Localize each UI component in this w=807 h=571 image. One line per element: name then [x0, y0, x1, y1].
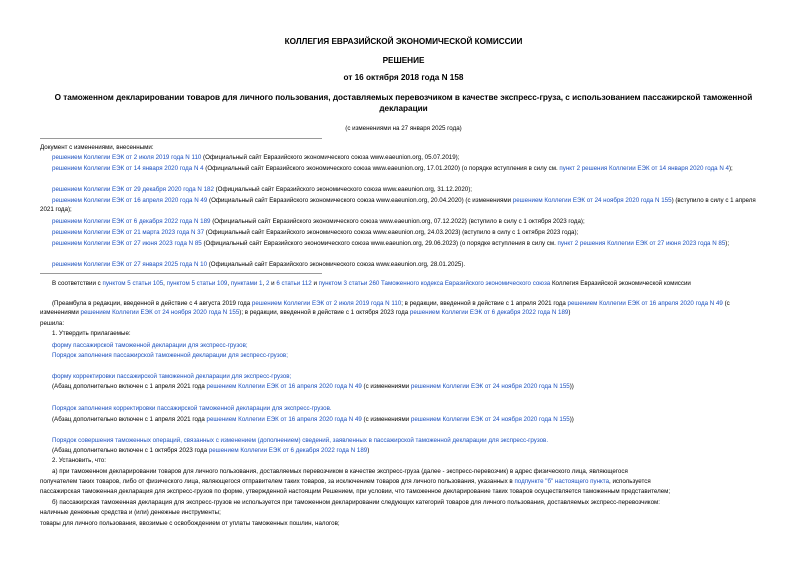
- change-link[interactable]: решением Коллегии ЕЭК от 27 января 2025 года N 10: [52, 261, 208, 268]
- text: )): [569, 383, 574, 390]
- decision-link[interactable]: решением Коллегии ЕЭК от 16 апреля 2020 года N 49: [567, 300, 723, 307]
- decision-link[interactable]: решением Коллегии ЕЭК от 24 ноября 2020 года N 155: [80, 309, 240, 317]
- text: и: [269, 280, 277, 287]
- text: и: [311, 280, 319, 287]
- text: (Абзац дополнительно включен с 1 октября 2023 года: [52, 447, 209, 454]
- change-item: [40, 164, 770, 173]
- law-link[interactable]: пунктами 1: [230, 280, 263, 287]
- text: Коллегия Евразийской экономической комиссии: [550, 280, 691, 287]
- law-link[interactable]: 2: [265, 280, 270, 287]
- text: ,: [227, 280, 231, 287]
- change-text: (Официальный сайт Евразийского экономического союза www.eaeunion.org, 05.07.2019);: [201, 154, 460, 161]
- paragraph-a-line3: пассажирская таможенная декларация для экспресс-грузов по форме, утвержденной настоящим Решением, при условии, что таможенное декларирование таких товаров осуществляется таможенным представителем;: [40, 488, 671, 495]
- change-link[interactable]: пункт 2 решения Коллегии ЕЭК от 27 июня 2023 года N 85: [557, 240, 726, 247]
- change-text: (Официальный сайт Евразийского экономического союза www.eaeunion.org, 31.12.2020);: [213, 186, 473, 193]
- text: ,: [262, 280, 266, 287]
- edition-note: (с изменениями на 27 января 2025 года): [345, 125, 462, 132]
- order-customs-operations-link[interactable]: Порядок совершения таможенных операций, связанных с изменением (дополнением) сведений, заявленных в пассажирской таможенной декларации для экспресс-грузов.: [52, 437, 549, 444]
- law-link[interactable]: пунктом 3 статьи 260 Таможенного кодекса Евразийского экономического союза: [318, 280, 551, 287]
- change-item: [52, 217, 585, 226]
- changes-intro: Документ с изменениями, внесенными:: [40, 144, 154, 151]
- preamble-edition-note: [40, 299, 770, 317]
- decision-link[interactable]: решением Коллегии ЕЭК от 24 ноября 2020 года N 155: [410, 383, 570, 390]
- paragraph-b-line3: товары для личного пользования, ввозимые с освобождением от уплаты таможенных пошлин, налогов;: [40, 520, 340, 527]
- change-text: (Официальный сайт Евразийского экономического союза www.eaeunion.org, 17.01.2020) (о порядке вступления в силу см.: [203, 165, 560, 172]
- change-text: ) (вступило в силу с 1 апреля 2021 года);: [40, 197, 756, 214]
- change-link[interactable]: решением Коллегии ЕЭК от 16 апреля 2020 года N 49: [52, 197, 208, 204]
- organization-heading: КОЛЛЕГИЯ ЕВРАЗИЙСКОЙ ЭКОНОМИЧЕСКОЙ КОМИССИИ: [284, 37, 523, 46]
- law-link[interactable]: 6 статьи 112: [276, 280, 312, 287]
- decision-link[interactable]: решением Коллегии ЕЭК от 6 декабря 2022 года N 189: [208, 447, 368, 454]
- text: (Преамбула в редакции, введенной в действие с 4 августа 2019 года: [52, 300, 252, 307]
- text: , используется: [609, 478, 651, 485]
- change-link[interactable]: решением Коллегии ЕЭК от 6 декабря 2022 года N 189: [52, 218, 211, 225]
- preamble-paragraph: [40, 279, 770, 288]
- change-text: (Официальный сайт Евразийского экономического союза www.eaeunion.org, 07.12.2022) (вступило в силу с 1 октября 2023 года);: [210, 218, 585, 225]
- change-link[interactable]: пункт 2 решения Коллегии ЕЭК от 14 января 2020 года N 4: [559, 165, 729, 172]
- text: В соответствии с: [52, 280, 103, 287]
- decision-link[interactable]: решением Коллегии ЕЭК от 24 ноября 2020 года N 155: [410, 416, 570, 423]
- changes-top-divider: [40, 138, 322, 139]
- paragraph-a-line2: [40, 477, 651, 486]
- document-date-heading: от 16 октября 2018 года N 158: [343, 73, 464, 82]
- text: (с изменениями: [361, 383, 411, 390]
- change-text: );: [728, 165, 733, 172]
- change-link[interactable]: решением Коллегии ЕЭК от 21 марта 2023 года N 37: [52, 229, 205, 236]
- decision-link[interactable]: решением Коллегии ЕЭК от 16 апреля 2020 года N 49: [206, 383, 362, 390]
- addition-note: [52, 415, 574, 424]
- decision-link[interactable]: решением Коллегии ЕЭК от 2 июля 2019 года N 110: [251, 300, 402, 307]
- decision-link[interactable]: решением Коллегии ЕЭК от 16 апреля 2020 года N 49: [206, 416, 362, 423]
- text: ); в редакции, введенной в действие с 1 октября 2023 года: [239, 309, 410, 317]
- change-item: [40, 196, 770, 214]
- decided-label: решила:: [40, 320, 65, 327]
- addition-note: [52, 382, 574, 391]
- law-link[interactable]: пунктом 5 статьи 109: [166, 280, 228, 287]
- change-text: (Официальный сайт Евразийского экономического союза www.eaeunion.org, 20.04.2020) (с изменениями: [207, 197, 513, 204]
- change-item: [52, 260, 465, 269]
- text: ,: [163, 280, 167, 287]
- form-passenger-declaration-link[interactable]: форму пассажирской таможенной декларации для экспресс-грузов;: [52, 342, 248, 349]
- subparagraph-b-link[interactable]: подпункте "б" настоящего пункта: [514, 478, 610, 485]
- item-2: 2. Установить, что:: [52, 457, 106, 464]
- change-link[interactable]: решением Коллегии ЕЭК от 24 ноября 2020 года N 155: [512, 197, 672, 204]
- text: ): [568, 309, 571, 317]
- change-text: );: [725, 240, 730, 247]
- paragraph-b-line2: наличные денежные средства и (или) денежные инструменты;: [40, 509, 221, 516]
- order-filling-correction-link[interactable]: Порядок заполнения корректировки пассажирской таможенной декларации для экспресс-грузов.: [52, 405, 332, 412]
- change-item: [52, 185, 472, 194]
- text: )): [569, 416, 574, 423]
- changes-bottom-divider: [40, 273, 322, 274]
- text: ): [367, 447, 370, 454]
- change-link[interactable]: решением Коллегии ЕЭК от 14 января 2020 года N 4: [52, 165, 204, 172]
- change-item: [52, 228, 578, 237]
- decision-link[interactable]: решением Коллегии ЕЭК от 6 декабря 2022 года N 189: [409, 309, 569, 317]
- change-link[interactable]: решением Коллегии ЕЭК от 29 декабря 2020 года N 182: [52, 186, 214, 193]
- item-1: 1. Утвердить прилагаемые:: [52, 330, 131, 337]
- form-correction-link[interactable]: форму корректировки пассажирской таможенной декларации для экспресс-грузов;: [52, 373, 292, 380]
- text: (Абзац дополнительно включен с 1 апреля 2021 года: [52, 416, 207, 423]
- document-type-heading: РЕШЕНИЕ: [382, 56, 425, 65]
- change-link[interactable]: решением Коллегии ЕЭК от 2 июля 2019 года N 110: [52, 154, 202, 161]
- change-text: (Официальный сайт Евразийского экономического союза www.eaeunion.org, 28.01.2025).: [207, 261, 466, 268]
- addition-note: [52, 446, 369, 455]
- change-link[interactable]: решением Коллегии ЕЭК от 27 июня 2023 года N 85: [52, 240, 202, 247]
- text: получателем таких товаров, либо от физического лица, являющегося отправителем таких товаров, за исключением товаров для личного пользования, указанных в: [40, 478, 515, 485]
- change-text: (Официальный сайт Евразийского экономического союза www.eaeunion.org, 29.06.2023) (о порядке вступления в силу см.: [201, 240, 558, 247]
- document-title: О таможенном декларировании товаров для личного пользования, доставляемых перевозчиком в качестве экспресс-груза, с использованием пассажирской таможенной декларации: [54, 93, 753, 113]
- text: (с изменениями: [40, 300, 730, 317]
- paragraph-b-line1: б) пассажирская таможенная декларация для экспресс-грузов не используется при таможенном декларировании следующих категорий товаров для личного пользования, доставляемых экспресс-перевозчиком:: [52, 499, 660, 506]
- change-item: [40, 239, 770, 248]
- law-link[interactable]: пунктом 5 статьи 105: [102, 280, 164, 287]
- order-filling-declaration-link[interactable]: Порядок заполнения пассажирской таможенной декларации для экспресс-грузов;: [52, 352, 288, 359]
- change-item: [52, 153, 459, 162]
- text: (Абзац дополнительно включен с 1 апреля 2021 года: [52, 383, 207, 390]
- text: (с изменениями: [361, 416, 411, 423]
- text: ; в редакции, введенной в действие с 1 апреля 2021 года: [401, 300, 568, 307]
- paragraph-a-line1: а) при таможенном декларировании товаров для личного пользования, доставляемых перевозчиком в качестве экспресс-груза (далее - экспресс-перевозчик) в адрес физического лица, являющегося: [52, 468, 628, 475]
- change-text: (Официальный сайт Евразийского экономического союза www.eaeunion.org, 24.03.2023) (вступило в силу с 1 октября 2023 года);: [204, 229, 579, 236]
